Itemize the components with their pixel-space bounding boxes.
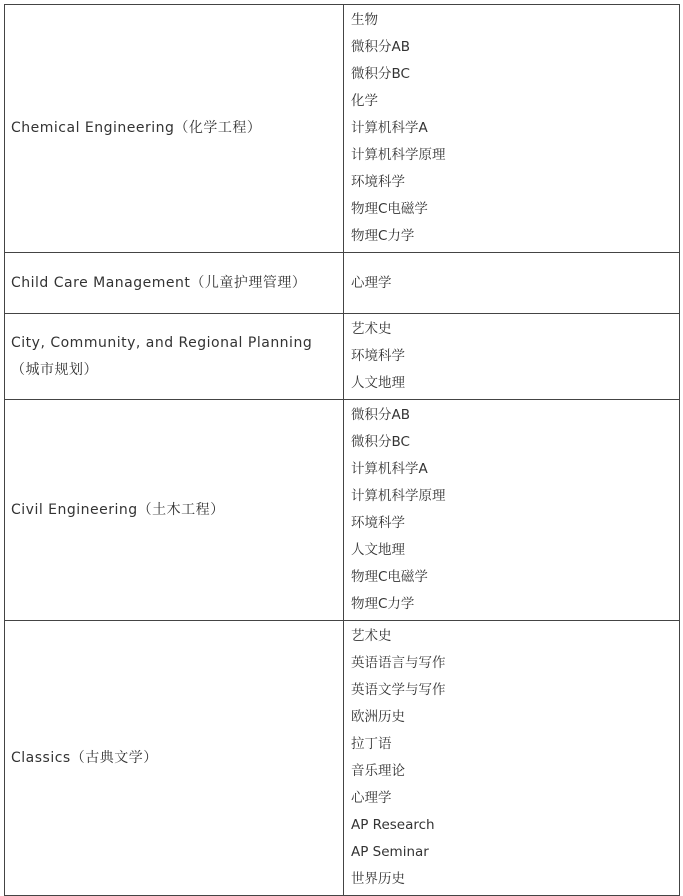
course-item: 欧洲历史 <box>351 709 405 725</box>
course-item: 化学 <box>351 93 378 109</box>
course-item: 物理C力学 <box>351 228 415 244</box>
major-cell <box>5 5 344 253</box>
course-item: 艺术史 <box>351 321 392 337</box>
course-item: 微积分BC <box>351 66 410 82</box>
course-item: 人文地理 <box>351 375 405 391</box>
course-item: 音乐理论 <box>351 763 405 779</box>
course-item: 心理学 <box>351 790 392 806</box>
courses-cell <box>344 253 680 314</box>
course-list <box>344 5 679 252</box>
course-item: 生物 <box>351 12 378 28</box>
major-name: Civil Engineering（土木工程） <box>11 501 225 518</box>
course-list <box>344 621 679 895</box>
major-name: Child Care Management（儿童护理管理） <box>11 274 307 291</box>
course-item: 物理C电磁学 <box>351 569 428 585</box>
course-item: 拉丁语 <box>351 736 392 752</box>
course-item: AP Research <box>351 817 435 833</box>
course-list <box>344 400 679 620</box>
table-row <box>5 400 680 621</box>
course-item: 物理C电磁学 <box>351 201 428 217</box>
course-list <box>344 268 679 299</box>
course-list <box>344 314 679 399</box>
course-item: 计算机科学原理 <box>351 488 446 504</box>
course-item: 英语文学与写作 <box>351 682 446 698</box>
major-cell <box>5 400 344 621</box>
course-item: 物理C力学 <box>351 596 415 612</box>
course-item: 艺术史 <box>351 628 392 644</box>
course-item: 微积分AB <box>351 407 410 423</box>
courses-cell <box>344 314 680 400</box>
course-item: 人文地理 <box>351 542 405 558</box>
course-item: 计算机科学A <box>351 120 428 136</box>
course-item: 世界历史 <box>351 871 405 887</box>
major-name: City, Community, and Regional Planning（城市规划） <box>11 334 313 378</box>
course-item: 微积分BC <box>351 434 410 450</box>
table-row <box>5 621 680 896</box>
courses-cell <box>344 5 680 253</box>
course-item: 计算机科学A <box>351 461 428 477</box>
table-row <box>5 5 680 253</box>
table-row <box>5 253 680 314</box>
table-row <box>5 314 680 400</box>
major-name: Chemical Engineering（化学工程） <box>11 120 262 136</box>
major-cell <box>5 621 344 896</box>
major-name: Classics（古典文学） <box>11 749 158 766</box>
course-item: 微积分AB <box>351 39 410 55</box>
course-item: 环境科学 <box>351 515 405 531</box>
course-item: 英语语言与写作 <box>351 655 446 671</box>
course-item: 环境科学 <box>351 174 405 190</box>
course-item: AP Seminar <box>351 844 429 860</box>
course-item: 计算机科学原理 <box>351 147 446 163</box>
courses-cell <box>344 400 680 621</box>
courses-cell <box>344 621 680 896</box>
course-item: 环境科学 <box>351 348 405 364</box>
course-item: 心理学 <box>351 274 392 291</box>
major-course-table <box>4 4 680 896</box>
major-cell <box>5 314 344 400</box>
major-cell <box>5 253 344 314</box>
